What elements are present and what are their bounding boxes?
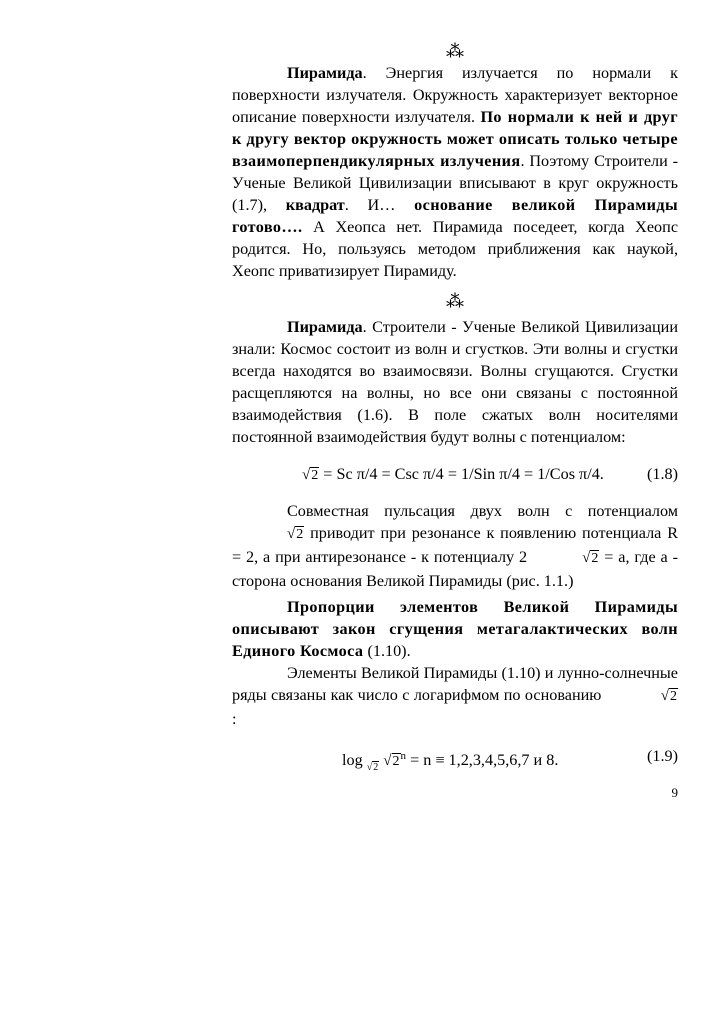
- formula-1-8: [232, 463, 678, 485]
- paragraph-pyramid-cosmos: Пирамида. Строители - Ученые Великой Цивилизации знали: Космос состоит из волн и сгустков. Эти волны и сгустки всегда находятся во взаимосвязи. Волны сгущаются. Сгустки расщепляются на волны, но все они связаны с постоянной взаимодействия (1.6). В поле сжатых волн носителями постоянной взаимодействия будут волны с потенциалом:: [232, 318, 678, 446]
- paragraph-elements: Элементы Великой Пирамиды (1.10) и лунно-солнечные ряды связаны как число с логарифмом по основанию √2 :: [232, 664, 678, 728]
- radical-icon: √: [582, 550, 591, 566]
- log-base: √2: [366, 762, 379, 773]
- sqrt-symbol: √2: [287, 526, 304, 542]
- asterism-separator: ⁂: [446, 291, 464, 311]
- radical-icon: √: [302, 467, 311, 483]
- paragraph-proportions: Пропорции элементов Великой Пирамиды описывают закон сгущения метагалактических волн Единого Космоса (1.10).: [232, 598, 678, 660]
- sqrt-symbol: √2: [383, 753, 400, 769]
- sqrt-symbol: √2: [302, 467, 319, 483]
- formula-body: log √2 $√2^n = n \equiv 1,2,3,4,5,6,7$ и 8.: [342, 745, 558, 779]
- sqrt-symbol: √2: [660, 688, 677, 704]
- formula-body: √2 = Sc π/4 = Csc π/4 = 1/Sin π/4 = 1/Cos π/4.: [302, 463, 604, 487]
- radical-icon: √: [660, 688, 669, 704]
- exponent: n: [400, 750, 407, 762]
- bold-phrase: Пропорции элементов Великой Пирамиды описывают закон сгущения метагалактических волн Единого Космоса: [232, 598, 678, 660]
- footer: [232, 782, 678, 802]
- radical-icon: √: [383, 753, 392, 769]
- formula-number: (1.8): [646, 465, 678, 483]
- page-content: [232, 40, 678, 802]
- bold-phrase: основание великой Пирамиды готово….: [232, 196, 678, 236]
- bold-phrase: По нормали к ней и друг к другу вектор окружность может описать только четыре взаимоперпендикулярных излучения: [232, 108, 678, 170]
- paragraph-pyramid-energy: Пирамида. Энергия излучается по нормали к поверхности излучателя. Окружность характеризует векторное описание поверхности излучателя. По нормали к ней и друг к другу вектор окружность может описать только четыре взаимоперпендикулярных излучения. Поэтому Строители - Ученые Великой Цивилизации вписывают в круг окружность (1.7), квадрат. И… основание великой Пирамиды готово…. А Хеопса нет. Пирамида поседеет, когда Хеопс родится. Но, пользуясь методом приближения как наукой, Хеопс приватизирует Пирамиду.: [232, 64, 678, 280]
- bold-term: квадрат: [285, 196, 345, 214]
- bold-term: Пирамида: [287, 64, 363, 82]
- sqrt-symbol: √2: [582, 550, 599, 566]
- asterism-separator: ⁂: [446, 41, 464, 61]
- page-number: 9: [671, 785, 678, 800]
- formula-number: (1.9): [646, 747, 678, 765]
- bold-term: Пирамида: [287, 318, 363, 336]
- paragraph-pulsation: Совместная пульсация двух волн с потенциалом √2 приводит при резонансе к появлению потенциала R = 2, а при антирезонансе - к потенциалу 2 √2 = a, где а - сторона основания Великой Пирамиды (рис. 1.1.): [232, 502, 678, 590]
- formula-1-9: [232, 745, 678, 773]
- radical-icon: √: [366, 762, 373, 773]
- radical-icon: √: [287, 526, 296, 542]
